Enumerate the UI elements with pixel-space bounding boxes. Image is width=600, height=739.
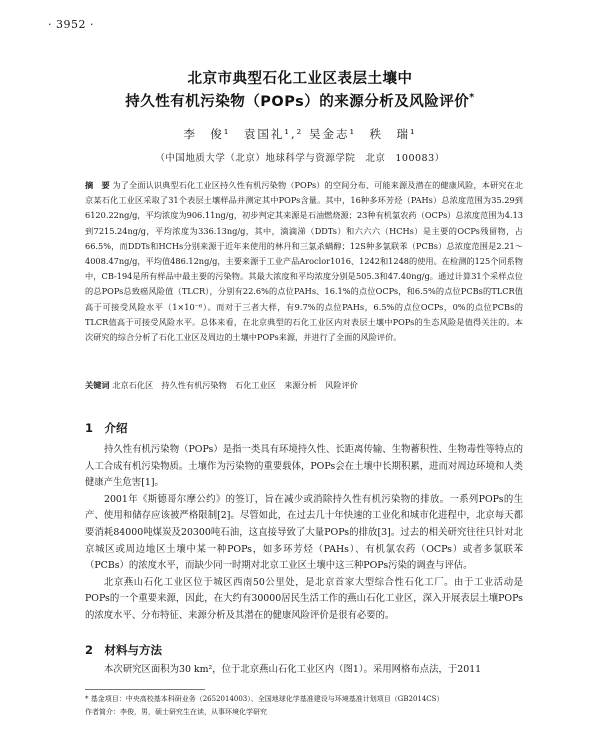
section-2-heading: 2 材料与方法 — [85, 643, 163, 657]
title-line-2-text: 持久性有机污染物（POPs）的来源分析及风险评价 — [125, 94, 470, 110]
keywords — [85, 378, 523, 393]
abstract-text: 为了全面认识典型石化工业区持久性有机污染物（POPs）的空间分布、可能来源及潜在的健康风险，本研究在北京某石化工业区采取了31个表层土壤样品并测定其中POPs含量。其中，16种多环芳烃（PAHs）总浓度范围为35.29到6120.22ng/g，平均浓度为906.11ng/g，初步判定其来源是石油燃烧源；23种有机氯农药（OCPs）总浓度范围为4.13到7215.24ng/g，平均浓度为336.13ng/g，其中，滴滴涕（DDTs）和六六六（HCHs）是主要的OCPs残留物，占66.5%，而DDTs和HCHs分别来源于近年来使用的林丹和三氯杀螨醇；12S种多氯联苯（PCBs）总浓度范围是2.21～4008.47ng/g，平均值486.12ng/g，主要来源于工业产品Aroclor1016、1242和1248的使用。在检测的125个同系物中，CB-194是所有样品中最主要的污染物。其最大浓度和平均浓度分别是505.3和47.40ng/g。通过计算31个采样点位的总POPs总致癌风险值（TLCR），分别有22.6%的点位PAHs、16.1%的点位OCPs，和6.5%的点位PCBs的TLCR值高于可接受风险水平（1×10⁻⁶）。而对于三者大样，有9.7%的点位PAHs，6.5%的点位OCPs，0%的点位PCBs的TLCR值高于可接受风险水平。总体来看，在北京典型的石化工业区内对表层土壤中POPs的生态风险是值得关注的。本次研究的综合分析了石化工业区及周边的土壤中POPs来源，并进行了全面的风险评价。 — [85, 180, 523, 343]
page-number: · 3952 · — [48, 18, 94, 31]
section-1-body — [85, 442, 523, 625]
section-1-paragraph-3: 北京燕山石化工业区位于城区西南50公里处，是北京首家大型综合性石化工厂。由于工业活动是POPs的一个重要来源，因此，在大约有30000居民生活工作的燕山石化工业区，深入开展表层土壤POPs的浓度水平、分布特征、来源分析及其潜在的健康风险评价是很有必要的。 — [85, 576, 523, 621]
title-line-2 — [0, 90, 600, 111]
footnote-funding: * 基金项目：中央高校基本科研业务（2652014003）、全国地球化学基准建设与环境基准计划项目（GB2014CS） — [85, 695, 444, 703]
footnote-author-bio: 作者简介：李俊，男，硕士研究生在读，从事环境化学研究 — [85, 708, 267, 716]
section-2-body — [85, 662, 523, 679]
affiliation: （中国地质大学（北京）地球科学与资源学院 北京 100083） — [155, 153, 445, 164]
abstract — [85, 178, 523, 345]
keywords-label: 关键词 — [85, 380, 110, 390]
footnote-divider — [85, 689, 205, 690]
authors: 李 俊¹ 袁国礼¹,² 吴金志¹ 秩 瑞¹ — [183, 127, 417, 141]
section-1-paragraph-1: 持久性有机污染物（POPs）是指一类具有环境持久性、长距离传输、生物蓄积性、生物毒性等特点的人工合成有机污染物质。土壤作为污染物的重要载体，POPs会在土壤中长期积累，进而对周边环境和人类健康产生危害[1]。 — [85, 444, 523, 489]
section-2-paragraph-1: 本次研究区面积为30 km²，位于北京燕山石化工业区内（图1）。采用网格布点法，于2011 — [104, 664, 482, 675]
title-line-1: 北京市典型石化工业区表层土壤中 — [187, 71, 413, 87]
section-1-paragraph-2: 2001年《斯德哥尔摩公约》的签订，旨在减少或消除持久性有机污染物的排放。一系列POPs的生产、使用和储存应该被严格限制[2]。尽管如此，在过去几十年快速的工业化和城市化进程中，北京每天都要消耗84000吨煤炭及20300吨石油，这直接导致了大量POPs的排放[3]。过去的相关研究往往只针对北京城区或周边地区土壤中某一种POPs，如多环芳烃（PAHs）、有机氯农药（OCPs）或者多氯联苯（PCBs）的浓度水平，而缺少同一时期对北京工业区土壤中这三种POPs污染的调查与评估。 — [85, 493, 523, 572]
abstract-label: 摘 要 — [85, 180, 110, 190]
section-1-heading: 1 介绍 — [85, 421, 128, 435]
keywords-text: 北京石化区 持久性有机污染物 石化工业区 来源分析 风险评价 — [112, 380, 358, 390]
title-footnote-mark: * — [469, 92, 475, 104]
